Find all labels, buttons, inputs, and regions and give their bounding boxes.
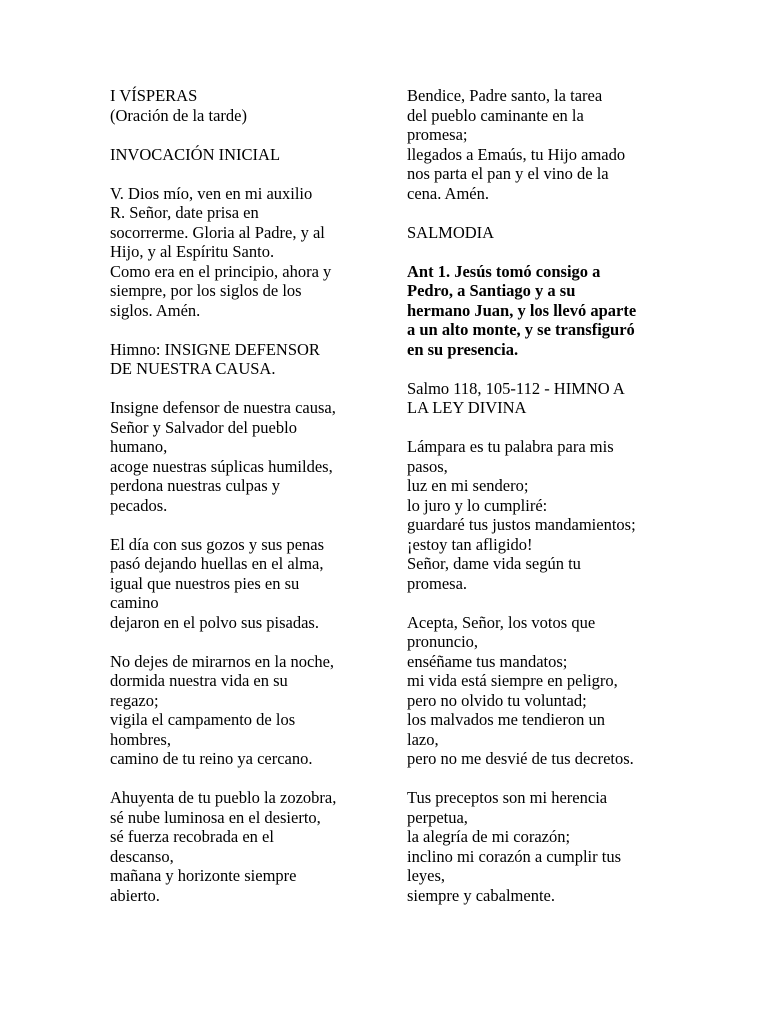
text-line: vigila el campamento de los xyxy=(110,710,296,729)
text-line: abierto. xyxy=(110,885,160,905)
text-line: camino de tu reino ya cercano. xyxy=(110,749,313,768)
text-line: camino xyxy=(110,593,159,612)
text-line: Señor y Salvador del pueblo xyxy=(110,417,297,437)
text-line: dormida nuestra vida en su xyxy=(110,671,288,690)
psalm-stanza-1 xyxy=(407,437,652,593)
hymn-stanza-4 xyxy=(110,788,375,905)
hymn-stanza-2 xyxy=(110,535,375,633)
text-line: nos parta el pan y el vino de la xyxy=(407,164,609,183)
text-line: Bendice, Padre santo, la tarea xyxy=(407,86,603,105)
text-line: Ahuyenta de tu pueblo la zozobra, xyxy=(110,788,337,807)
text-line: regazo; xyxy=(110,690,159,710)
text-line: en su presencia. xyxy=(407,339,519,359)
text-line: Señor, dame vida según tu xyxy=(407,554,581,573)
text-line: acoge nuestras súplicas humildes, xyxy=(110,456,333,476)
hymn-stanza-3 xyxy=(110,652,375,769)
psalm-heading xyxy=(407,379,652,418)
text-line: siglos. Amén. xyxy=(110,300,201,320)
text-line: descanso, xyxy=(110,846,174,866)
text-line: hermano Juan, y los llevó aparte xyxy=(407,300,637,320)
psalmody-heading xyxy=(407,223,652,243)
text-line: LA LEY DIVINA xyxy=(407,398,527,417)
text-line: (Oración de la tarde) xyxy=(110,105,247,125)
text-line: igual que nuestros pies en su xyxy=(110,573,300,593)
text-line: SALMODIA xyxy=(407,222,495,242)
hymn-stanza-5 xyxy=(407,86,652,203)
text-line: cena. Amén. xyxy=(407,183,490,203)
text-line: leyes, xyxy=(407,866,446,885)
text-line: llegados a Emaús, tu Hijo amado xyxy=(407,144,626,164)
invocation-heading xyxy=(110,145,375,165)
text-line: Insigne defensor de nuestra causa, xyxy=(110,398,336,417)
text-line: la alegría de mi corazón; xyxy=(407,827,571,846)
title-block xyxy=(110,86,375,125)
text-line: pasos, xyxy=(407,456,448,476)
text-line: DE NUESTRA CAUSA. xyxy=(110,359,276,378)
text-line: pero no me desvié de tus decretos. xyxy=(407,749,634,768)
text-line: del pueblo caminante en la xyxy=(407,105,584,125)
text-line: pasó dejando huellas en el alma, xyxy=(110,554,324,573)
psalm-stanza-2 xyxy=(407,613,652,769)
text-line: perdona nuestras culpas y xyxy=(110,476,280,495)
text-line: sé nube luminosa en el desierto, xyxy=(110,807,321,827)
text-line: dejaron en el polvo sus pisadas. xyxy=(110,612,319,632)
text-line: Acepta, Señor, los votos que xyxy=(407,612,596,632)
text-line: Lámpara es tu palabra para mis xyxy=(407,437,614,456)
invocation-text xyxy=(110,184,375,321)
text-line: Salmo 118, 105-112 - HIMNO A xyxy=(407,378,625,398)
text-line: mañana y horizonte siempre xyxy=(110,866,297,885)
text-line: hombres, xyxy=(110,729,171,749)
text-line: R. Señor, date prisa en xyxy=(110,203,259,222)
text-line: siempre y cabalmente. xyxy=(407,885,555,905)
text-line: promesa. xyxy=(407,573,468,593)
text-line: lo juro y lo cumpliré: xyxy=(407,495,548,515)
text-line: Tus preceptos son mi herencia xyxy=(407,788,608,807)
text-line: inclino mi corazón a cumplir tus xyxy=(407,846,621,866)
text-line: Hijo, y al Espíritu Santo. xyxy=(110,242,275,261)
text-line: pronuncio, xyxy=(407,632,479,651)
text-line: V. Dios mío, ven en mi auxilio xyxy=(110,183,313,203)
text-line: a un alto monte, y se transfiguró xyxy=(407,320,635,339)
text-line: pero no olvido tu voluntad; xyxy=(407,690,587,710)
text-line: No dejes de mirarnos en la noche, xyxy=(110,651,335,671)
text-line: perpetua, xyxy=(407,807,468,827)
text-line: Himno: INSIGNE DEFENSOR xyxy=(110,339,320,359)
hymn-heading xyxy=(110,340,375,379)
text-line: Ant 1. Jesús tomó consigo a xyxy=(407,261,601,281)
text-line: sé fuerza recobrada en el xyxy=(110,827,274,846)
text-line: Como era en el principio, ahora y xyxy=(110,261,332,281)
text-line: I VÍSPERAS xyxy=(110,86,198,105)
text-line: enséñame tus mandatos; xyxy=(407,651,568,671)
text-line: promesa; xyxy=(407,125,468,144)
psalm-stanza-3 xyxy=(407,788,652,905)
text-line: lazo, xyxy=(407,729,439,749)
text-line: socorrerme. Gloria al Padre, y al xyxy=(110,222,325,242)
text-line: siempre, por los siglos de los xyxy=(110,281,302,300)
text-line: guardaré tus justos mandamientos; xyxy=(407,515,636,534)
right-column xyxy=(407,86,652,925)
text-line: El día con sus gozos y sus penas xyxy=(110,534,325,554)
antiphon-1 xyxy=(407,262,652,360)
text-line: humano, xyxy=(110,437,168,456)
text-line: mi vida está siempre en peligro, xyxy=(407,671,618,690)
text-line: pecados. xyxy=(110,495,168,515)
hymn-stanza-1 xyxy=(110,398,375,515)
text-line: Pedro, a Santiago y a su xyxy=(407,281,576,300)
text-line: ¡estoy tan afligido! xyxy=(407,534,533,554)
text-line: luz en mi sendero; xyxy=(407,476,529,495)
text-line: INVOCACIÓN INICIAL xyxy=(110,144,281,164)
text-line: los malvados me tendieron un xyxy=(407,710,605,729)
left-column xyxy=(110,86,375,925)
